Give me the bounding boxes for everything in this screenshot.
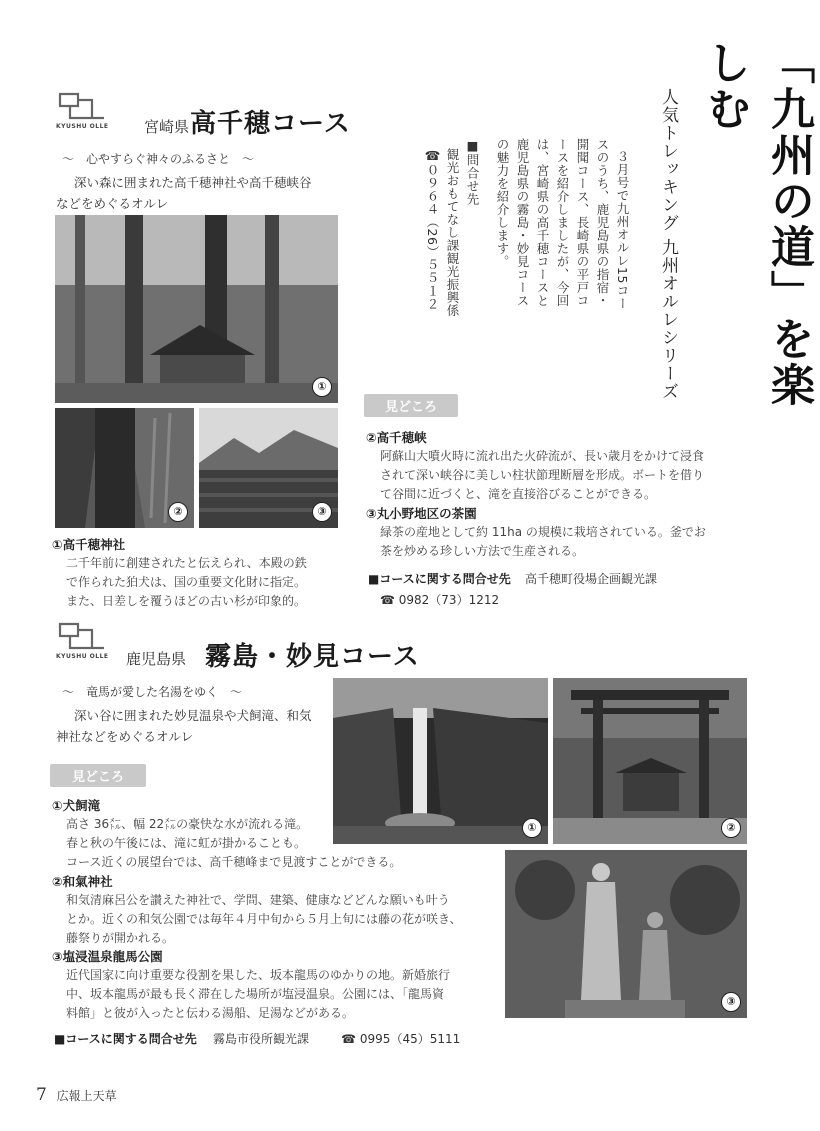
highlight-title: ②高千穂峡 [366,430,427,445]
contact-label: ■コースに関する問合せ先 [54,1032,197,1046]
body-line: 和気清麻呂公を讃えた神社で、学問、建築、健康などどんな願いも叶う [66,893,450,907]
photo-number-badge: ③ [312,502,332,522]
lead-line: 深い谷に囲まれた妙見温泉や犬飼滝、和気 [74,708,312,723]
main-title: 「九州の道」を楽しむ [699,40,814,408]
body-line: されて深い峡谷に美しい柱状節理断層を形成。ボートを借り [380,468,705,482]
intro-line: ースを紹介しましたが、今回 [555,138,570,307]
highlight-title: ③塩浸温泉龍馬公園 [52,949,163,964]
photo-number-badge: ③ [721,992,741,1012]
olle-logo-icon [56,92,108,122]
contact-org: 霧島市役所観光課 [212,1032,309,1046]
takachiho-pref: 宮崎県 [144,118,190,136]
highlight-item [366,428,776,504]
lead-line: 神社などをめぐるオルレ [56,729,194,744]
contact-label: ■コースに関する問合せ先 [368,572,511,586]
publication-name: 広報上天草 [56,1089,117,1103]
highlight-item [52,947,502,1023]
kirishima-tagline: ～ 竜馬が愛した名湯をゆく ～ [62,685,243,699]
kirishima-pref: 鹿児島県 [126,650,187,668]
highlight-body [52,554,362,611]
contact-tel: ☎ 0995（45）5111 [341,1032,461,1046]
photo-takachiho-gorge [55,408,194,528]
intro-line: は、宮崎県の高千穂コースと [535,138,550,307]
highlight-item [52,796,502,872]
kirishima-contact [54,1030,574,1047]
photo-takachiho-shrine [55,215,338,403]
kirishima-highlights-badge: 見どころ [50,764,146,787]
intro-line: 鹿児島県の霧島・妙見コース [515,138,530,307]
highlight-body [366,523,776,561]
intro-line: スのうち、鹿児島県の指宿・ [595,138,610,307]
takachiho-course-title: 高千穂コース [190,109,351,139]
body-line: 阿蘇山大噴火時に流れ出た火砕流が、長い歳月をかけて浸食 [380,449,705,463]
photo-number-badge: ② [168,502,188,522]
kyushu-olle-logo [56,622,122,664]
kirishima-lead [56,705,344,747]
photo-wake-shrine [553,678,747,844]
takachiho-highlights-badge: 見どころ [364,394,458,417]
contact-org: 高千穂町役場企画観光課 [524,572,657,586]
body-line: 藤祭りが開かれる。 [66,931,175,945]
highlight-item [52,535,362,611]
kyushu-olle-logo [56,92,122,134]
photo-ryoma-statue [505,850,747,1018]
intro-contact-label: ■問合せ先 [465,138,480,206]
kirishima-course-title: 霧島・妙見コース [205,642,420,672]
highlight-title: ③丸小野地区の茶園 [366,506,477,521]
body-line: で作られた狛犬は、国の重要文化財に指定。 [66,575,307,589]
photo-number-badge: ② [721,818,741,838]
body-line: 二千年前に創建されたと伝えられ、本殿の鉄 [66,556,307,570]
highlight-body [366,447,776,504]
highlight-title: ②和氣神社 [52,874,113,889]
body-line: て谷間に近づくと、滝を直接浴びることができる。 [380,487,657,501]
takachiho-tagline: ～ 心やすらぐ神々のふるさと ～ [62,152,255,166]
intro-line: の魅力を紹介します。 [495,138,510,268]
intro-contact-org: 観光おもてなし課観光振興係 [445,148,460,317]
photo-number-badge: ① [522,818,542,838]
takachiho-lead [56,172,374,214]
highlight-title: ①高千穂神社 [52,537,126,552]
highlight-body [52,891,502,948]
intro-contact-tel: ☎０９６４（26）５５１２ [425,148,440,311]
page-number: 7 [36,1085,47,1105]
photo-number-badge: ① [312,377,332,397]
takachiho-contact [368,570,768,608]
highlight-body [52,815,502,872]
body-line: 茶を炒める珍しい方法で生産される。 [380,544,585,558]
lead-line: などをめぐるオルレ [56,196,169,211]
body-line: とか。近くの和気公園では毎年４月中旬から５月上旬には藤の花が咲き、 [66,912,462,926]
highlight-title: ①犬飼滝 [52,798,101,813]
lead-line: 深い森に囲まれた高千穂神社や高千穂峡谷 [74,175,312,190]
body-line: 料館」と彼が入ったと伝わる湯船、足湯などがある。 [66,1006,355,1020]
body-line: コース近くの展望台では、高千穂峰まで見渡すことができる。 [66,855,402,869]
logo-text: KYUSHU OLLE [56,123,109,130]
body-line: 緑茶の産地として約 11ha の規模に栽培されている。釜でお [380,525,706,539]
main-subtitle: 人気トレッキング 九州オルレシリーズ [658,88,678,401]
body-line: 高さ 36㍍、幅 22㍍の豪快な水が流れる滝。 [66,817,309,831]
intro-line: ３月号で九州オルレ15コー [615,150,630,310]
photo-tea-field [199,408,338,528]
highlight-item [366,504,776,561]
logo-text: KYUSHU OLLE [56,653,109,660]
body-line: 近代国家に向け重要な役割を果した、坂本龍馬のゆかりの地。新婚旅行 [66,968,451,982]
contact-tel: ☎ 0982（73）1212 [380,593,500,607]
highlight-item [52,872,502,948]
page-footer [36,1085,117,1105]
body-line: 中、坂本龍馬が最も長く滞在した場所が塩浸温泉。公園には、「龍馬資 [66,987,445,1001]
intro-line: 開聞コース、長崎県の平戸コ [575,138,590,307]
body-line: また、日差しを覆うほどの古い杉が印象的。 [66,594,307,608]
olle-logo-icon [56,622,108,652]
body-line: 春と秋の午後には、滝に虹が掛かることも。 [66,836,307,850]
highlight-body [52,966,502,1023]
